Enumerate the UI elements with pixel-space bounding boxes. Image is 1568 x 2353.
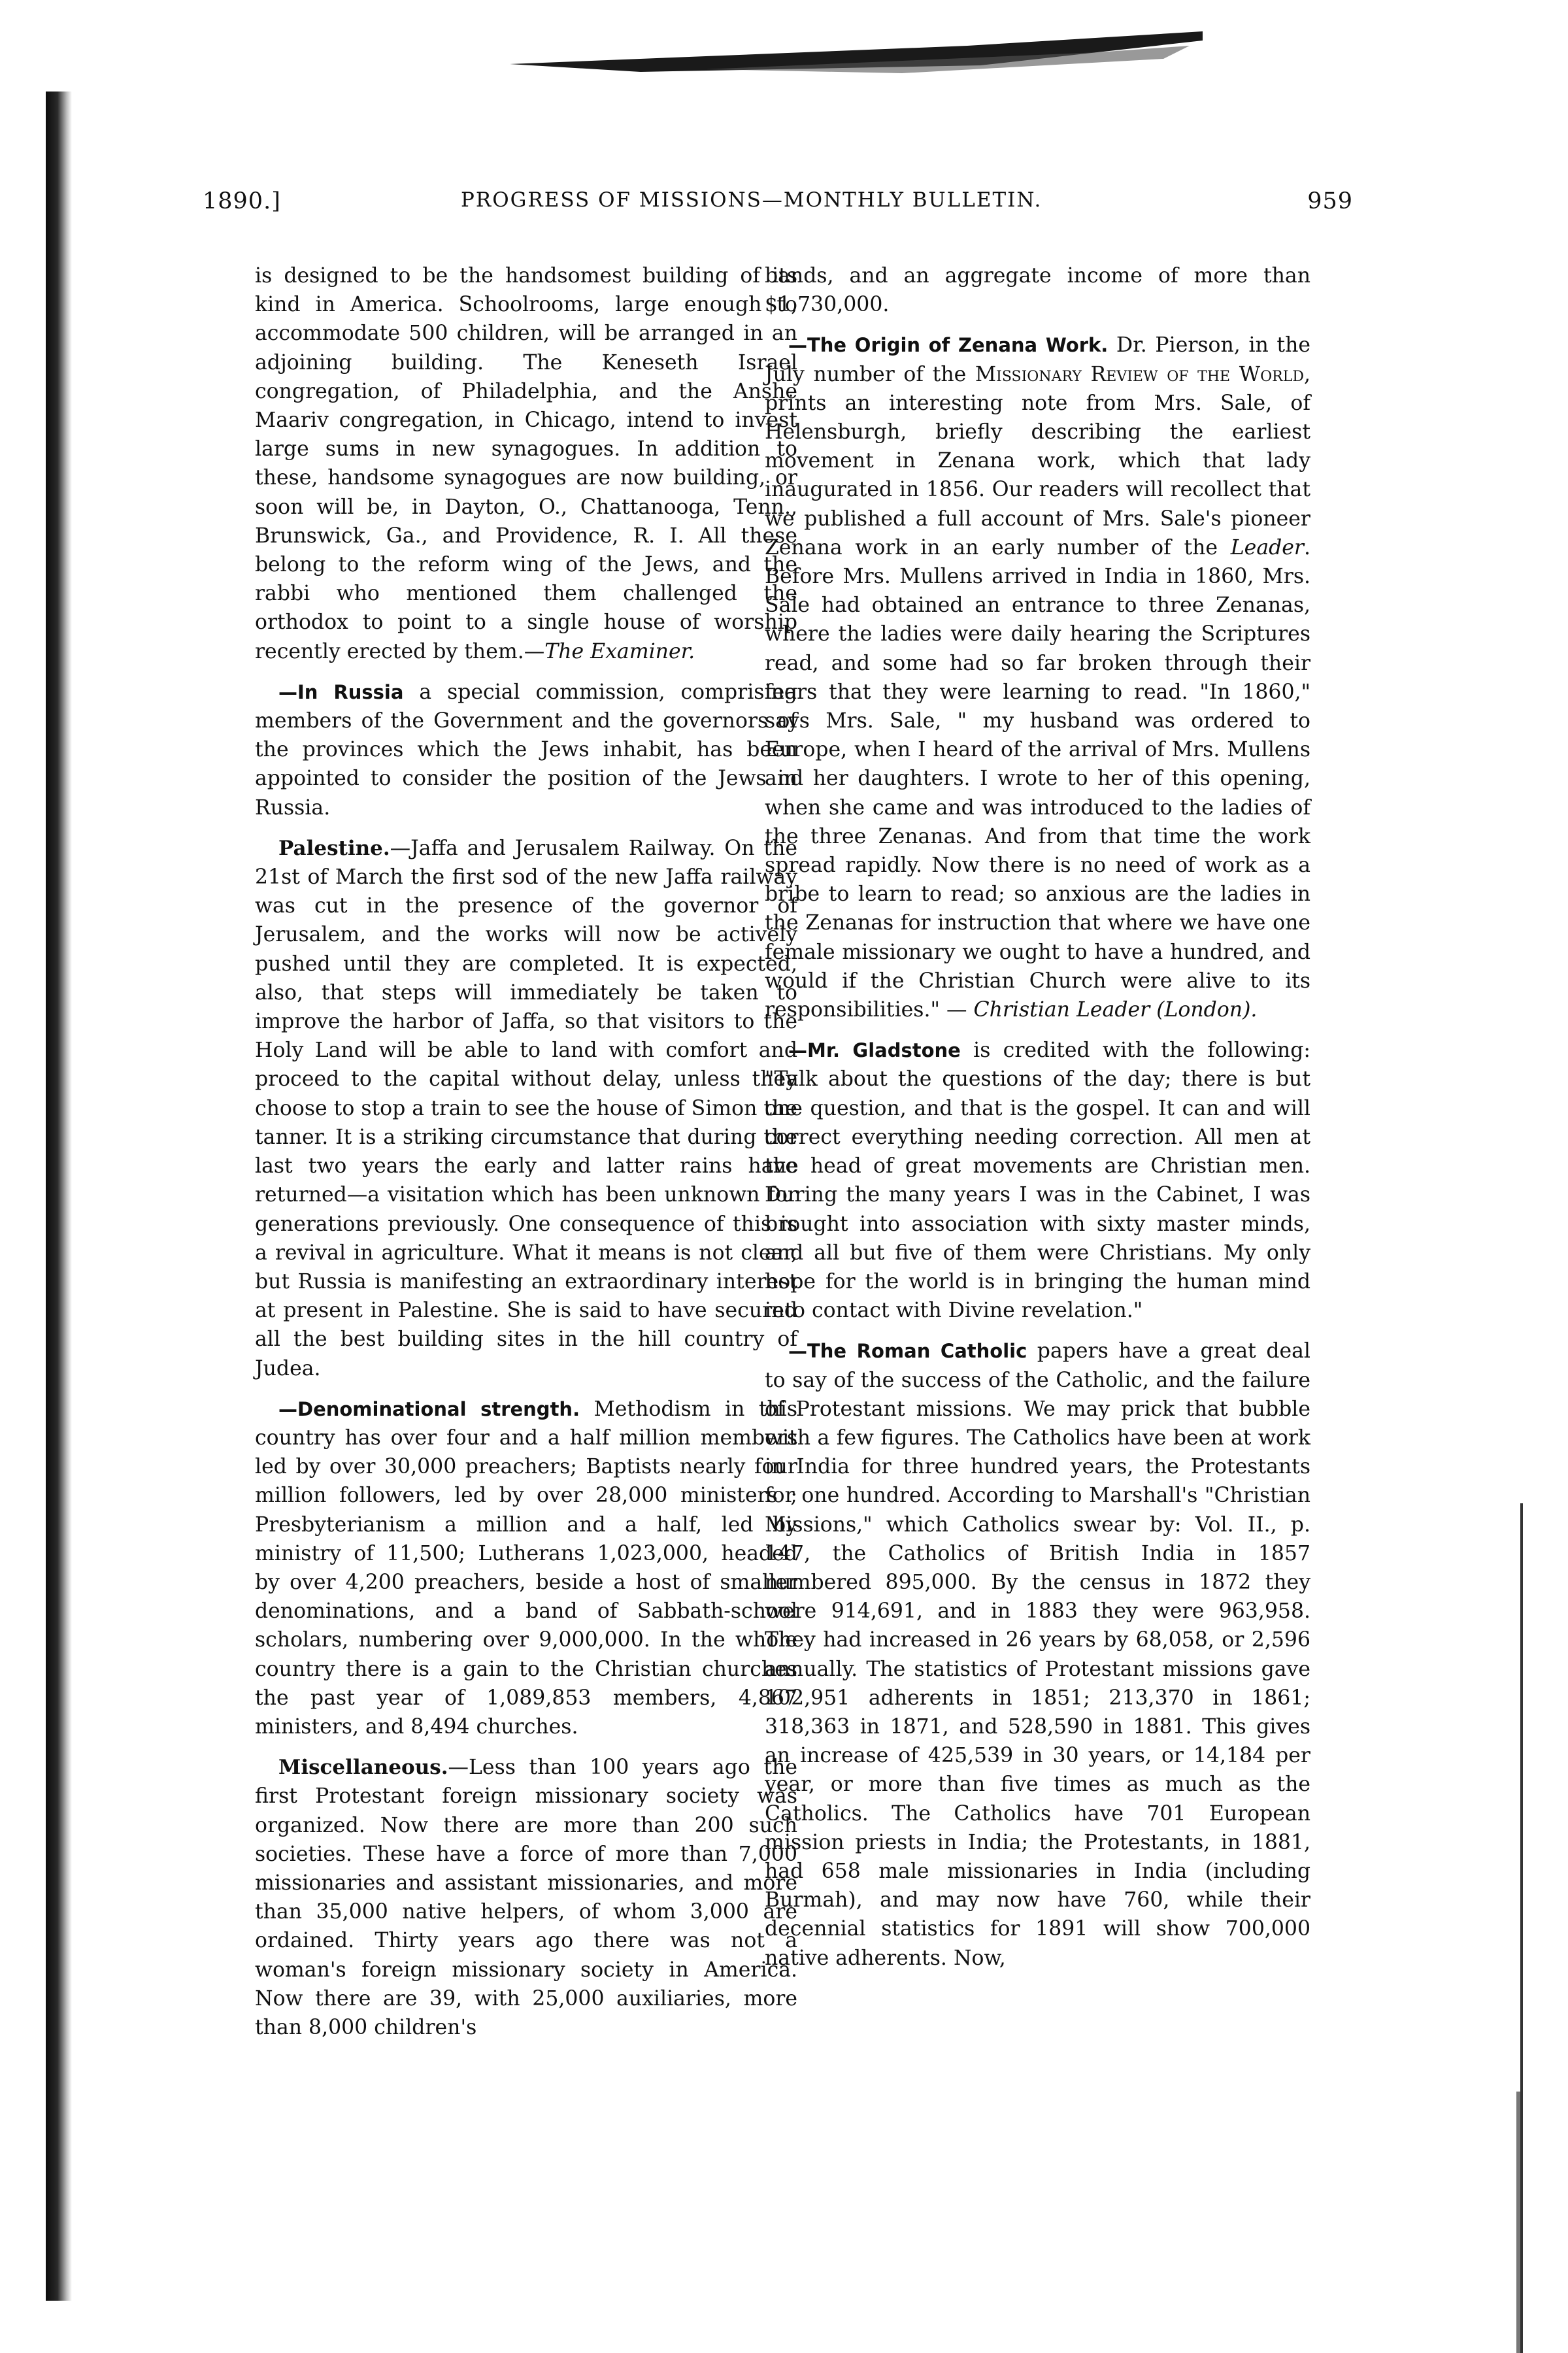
page-binding-edge [46, 92, 72, 2301]
header-title: PROGRESS OF MISSIONS—MONTHLY BULLETIN. [461, 188, 1043, 212]
paragraph-russia: —In Russia a special commission, comprising members of the Government and the governors of the provinces which the Jews inhabit, has been appointed to consider the position of the Jews in Russia. [255, 680, 797, 820]
paragraph-miscellaneous: Miscellaneous.—Less than 100 years ago the first Protestant foreign missionary society was organized. Now there are more than 200 such societies. These have a force of more than 7,000 missionaries and assistant missionaries, and more than 35,000 native helpers, of whom 3,000 are ordained. Thirty years ago there was not a woman's foreign missionary society in America. Now there are 39, with 25,000 auxiliaries, more than 8,000 children's [255, 1756, 797, 2039]
paragraph-synagogues: is designed to be the handsomest building of its kind in America. Schoolrooms, large enough to accommodate 500 children, will be arranged in an adjoining building. The Keneseth Israel congregation, of Philadelphia, and the Anshe Maariv congregation, in Chicago, intend to invest large sums in new synagogues. In addition to these, handsome synagogues are now building, or soon will be, in Dayton, O., Chattanooga, Tenn., Brunswick, Ga., and Providence, R. I. All these belong to the reform wing of the Jews, and the rabbi who mentioned them challenged the orthodox to point to a single house of worship recently erected by them.—The Examiner. [255, 264, 797, 663]
paragraph-bands-continued: bands, and an aggregate income of more than $1,730,000. [765, 264, 1310, 317]
left-column [255, 261, 797, 2042]
scan-smudge [510, 26, 1203, 85]
paragraph-palestine: Palestine.—Jaffa and Jerusalem Railway. On the 21st of March the first sod of the new Jaffa railway was cut in the presence of the governor of Jerusalem, and the works will now be actively pushed until they are completed. It is expected, also, that steps will immediately be taken to improve the harbor of Jaffa, so that visitors to the Holy Land will be able to land with comfort and proceed to the capital without delay, unless they choose to stop a train to see the house of Simon the tanner. It is a striking circumstance that during the last two years the early and latter rains have returned—a visitation which has been unknown for generations previously. One consequence of this is a revival in agriculture. What it means is not clear, but Russia is manifesting an extraordinary interest at present in Palestine. She is said to have secured all the best building sites in the hill country of Judea. [255, 836, 798, 1380]
paragraph-roman-catholic: —The Roman Catholic papers have a great deal to say of the success of the Catholic, and the failure of Protestant missions. We may prick that bubble with a few figures. The Catholics have been at work in India for three hundred years, the Protestants for one hundred. According to Marshall's "Christian Missions," which Catholics swear by: Vol. II., p. 147, the Catholics of British India in 1857 numbered 895,000. By the census in 1872 they were 914,691, and in 1883 they were 963,958. They had increased in 26 years by 68,058, or 2,596 annually. The statistics of Protestant missions gave 102,951 adherents in 1851; 213,370 in 1861; 318,363 in 1871, and 528,590 in 1881. This gives an increase of 425,539 in 30 years, or 14,184 per year, or more than five times as much as the Catholics. The Catholics have 701 European mission priests in India; the Protestants, in 1881, had 658 male missionaries in India (including Burmah), and may now have 760, while their decennial statistics for 1891 will show 700,000 native adherents. Now, [765, 1339, 1310, 1970]
right-column [765, 261, 1310, 1973]
page-number: 959 [1307, 188, 1353, 214]
paragraph-zenana-work: —The Origin of Zenana Work. Dr. Pierson, in the July number of the Missionary Review of the World, prints an interesting note from Mrs. Sale, of Helensburgh, briefly describing the earliest movement in Zenana work, which that lady inaugurated in 1856. Our readers will recollect that we published a full account of Mrs. Sale's pioneer Zenana work in an early number of the Leader. Before Mrs. Mullens arrived in India in 1860, Mrs. Sale had obtained an entrance to three Zenanas, where the ladies were daily hearing the Scriptures read, and some had so far broken through their fears that they were learning to read. "In 1860," says Mrs. Sale, " my husband was ordered to Europe, when I heard of the arrival of Mrs. Mullens and her daughters. I wrote to her of this opening, when she came and was introduced to the ladies of the three Zenanas. And from that time the work spread rapidly. Now there is no need of work as a bribe to learn to read; so anxious are the ladies in the Zenanas for instruction that where we have one female missionary we ought to have a hundred, and would if the Christian Church were alive to its responsibilities." — Christian Leader (London). [765, 333, 1311, 1022]
page-header [203, 188, 1353, 227]
header-year: 1890.] [203, 188, 281, 214]
page-right-edge [1515, 1503, 1528, 2353]
paragraph-denominational-strength: —Denominational strength. Methodism in this country has over four and a half million members led by over 30,000 preachers; Baptists nearly four million followers, led by over 28,000 ministers ; Presbyterianism a million and a half, led by ministry of 11,500; Lutherans 1,023,000, headed by over 4,200 preachers, beside a host of smaller denominations, and a band of Sabbath-school scholars, numbering over 9,000,000. In the whole country there is a gain to the Christian churches the past year of 1,089,853 members, 4,867 ministers, and 8,494 churches. [255, 1397, 798, 1739]
paragraph-gladstone: —Mr. Gladstone is credited with the following: "Talk about the questions of the day; there is but one question, and that is the gospel. It can and will correct everything needing correction. All men at the head of great movements are Christian men. During the many years I was in the Cabinet, I was brought into association with sixty master minds, and all but five of them were Christians. My only hope for the world is in bringing the human mind into contact with Divine revelation." [765, 1039, 1310, 1323]
